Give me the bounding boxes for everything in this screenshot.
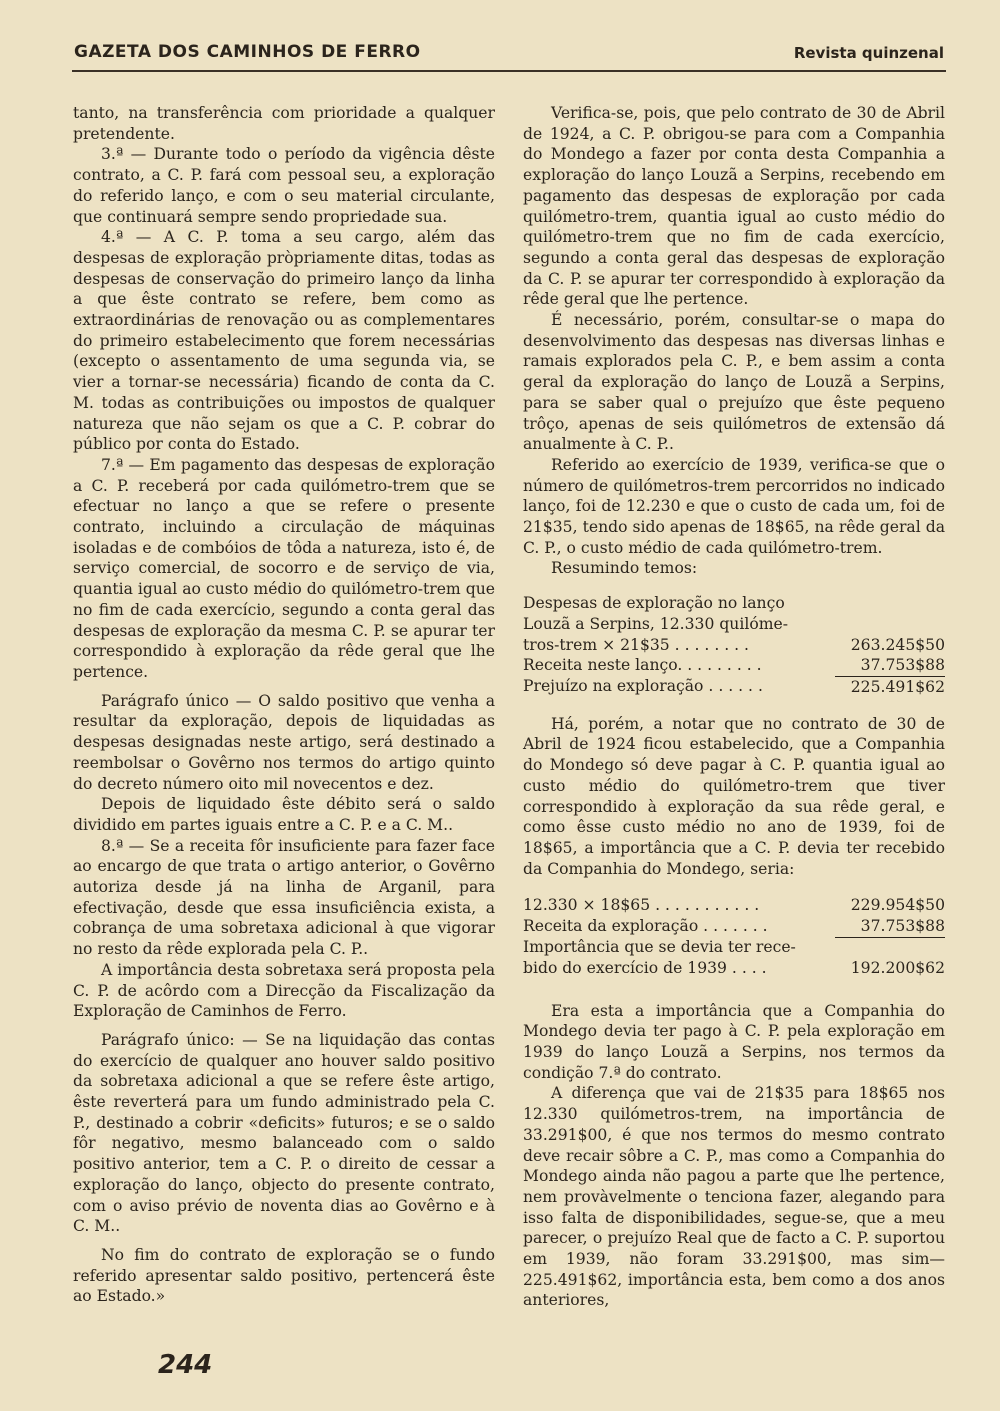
account-table-1 xyxy=(523,593,945,698)
left-column xyxy=(73,103,495,1307)
table-row-label: 12.330 × 18$65 . . . . . . . . . . . xyxy=(523,896,760,915)
table-amount: 37.753$88 xyxy=(835,655,945,676)
table-row-label: Prejuízo na exploração . . . . . . xyxy=(523,677,763,696)
table-row-label: Receita da exploração . . . . . . . xyxy=(523,917,768,936)
paragraph: Há, porém, a notar que no contrato de 30 de Abril de 1924 ficou estabelecido, que a Companhia do Mondego só deve pagar à C. P. quantia igual ao custo médio do quilómetro-trem que tiver correspondido à exploração da sua rêde geral, e como êsse custo médio no ano de 1939, foi de 18$65, a importância que a C. P. devia ter recebido da Companhia do Mondego, seria: xyxy=(523,714,945,878)
paragraph: Verifica-se, pois, que pelo contrato de 30 de Abril de 1924, a C. P. obrigou-se para com a Companhia do Mondego a fazer por conta desta Companhia a exploração do lanço Louzã a Serpins, recebendo em pagamento das despesas de exploração por cada quilómetro-trem, quantia igual ao custo médio do quilómetro-trem que no fim de cada exercício, segundo a conta geral das despesas de exploração da C. P. se apurar ter correspondido à exploração da rêde geral que lhe pertence. xyxy=(523,104,945,309)
account-table-2 xyxy=(523,895,945,978)
table-amount: 37.753$88 xyxy=(835,916,945,937)
header-rule xyxy=(72,70,946,72)
right-column xyxy=(523,103,945,1311)
paragraph: tanto, na transferência com prioridade a qualquer pretendente. xyxy=(73,104,495,143)
table-row-label: Receita neste lanço. . . . . . . . . xyxy=(523,656,762,675)
paragraph: Resumindo temos: xyxy=(551,559,698,578)
table-amount: 225.491$62 xyxy=(850,677,945,696)
paragraph: Parágrafo único — O saldo positivo que venha a resultar da exploração, depois de liquidadas as despesas designadas neste artigo, será destinado a reembolsar o Govêrno nos termos do artigo quinto do decreto número oito mil novecentos e dez. xyxy=(73,691,495,793)
table-amount: 263.245$50 xyxy=(850,635,945,654)
table-amount: 192.200$62 xyxy=(850,958,945,977)
table-row-label: bido do exercício de 1939 . . . . xyxy=(523,958,767,977)
paragraph: É necessário, porém, consultar-se o mapa do desenvolvimento das despesas nas diversas linhas e ramais explorados pela C. P., e bem assim a conta geral da exploração do lanço de Louzã a Serpins, para se saber qual o prejuízo que êste pequeno trôço, apenas de seis quilómetros de extensão dá anualmente à C. P.. xyxy=(523,311,945,454)
paragraph: Parágrafo único: — Se na liquidação das contas do exercício de qualquer ano houver saldo positivo da sobretaxa adicional a que se refere êste artigo, êste reverterá para um fundo administrado pela C. P., destinado a cobrir «deficits» futuros; e se o saldo fôr negativo, mesmo balanceado com o saldo positivo anterior, tem a C. P. o direito de cessar a exploração do lanço, objecto do presente contrato, com o aviso prévio de noventa dias ao Govêrno e à C. M.. xyxy=(73,1030,495,1236)
table-row-label: Despesas de exploração no lanço xyxy=(523,594,785,613)
running-title: GAZETA DOS CAMINHOS DE FERRO xyxy=(74,42,421,62)
paragraph: Depois de liquidado êste débito será o saldo dividido em partes iguais entre a C. P. e a C. M.. xyxy=(73,795,495,834)
paragraph: Era esta a importância que a Companhia do Mondego devia ter pago à C. P. pela exploração em 1939 do lanço Louzã a Serpins, nos termos da condição 7.ª do contrato. xyxy=(523,1001,945,1082)
paragraph: 8.ª — Se a receita fôr insuficiente para fazer face ao encargo de que trata o artigo anterior, o Govêrno autoriza desde já na linha de Arganil, para efectivação, desde que essa insuficiência exista, a cobrança de uma sobretaxa adicional à que vigorar no resto da rêde explorada pela C. P.. xyxy=(73,836,495,959)
paragraph: 4.ª — A C. P. toma a seu cargo, além das despesas de exploração pròpriamente ditas, todas as despesas de conservação do primeiro lanço da linha a que êste contrato se refere, bem como as extraordinárias de renovação ou as complementares do primeiro estabelecimento que forem necessárias (excepto o assentamento de uma segunda via, se vier a tornar-se necessária) ficando de conta da C. M. todas as contribuições ou impostos de qualquer natureza que não sejam os que a C. P. cobrar do público por conta do Estado. xyxy=(73,228,495,454)
table-row-label: Importância que se devia ter rece- xyxy=(523,938,796,957)
page-number: 244 xyxy=(158,1350,213,1380)
paragraph: No fim do contrato de exploração se o fundo referido apresentar saldo positivo, pertencerá êste ao Estado.» xyxy=(73,1245,495,1306)
table-row-label: Louzã a Serpins, 12.330 quilóme- xyxy=(523,614,788,633)
table-row-label: tros-trem × 21$35 . . . . . . . . xyxy=(523,635,750,654)
paragraph: A diferença que vai de 21$35 para 18$65 nos 12.330 quilómetros-trem, na importância de 33.291$00, é que nos termos do mesmo contrato deve recair sôbre a C. P., mas como a Companhia do Mondego ainda não pagou a parte que lhe pertence, nem provàvelmente o tenciona fazer, alegando para isso falta de disponibilidades, segue-se, que a meu parecer, o prejuízo Real que de facto a C. P. suportou em 1939, não foram 33.291$00, mas sim—225.491$62, importância esta, bem como a dos anos anteriores, xyxy=(523,1084,945,1310)
paragraph: Referido ao exercício de 1939, verifica-se que o número de quilómetros-trem percorridos no indicado lanço, foi de 12.230 e que o custo de cada um, foi de 21$35, tendo sido apenas de 18$65, na rêde geral da C. P., o custo médio de cada quilómetro-trem. xyxy=(523,455,945,557)
paragraph: A importância desta sobretaxa será proposta pela C. P. de acôrdo com a Direcção da Fiscalização da Exploração de Caminhos de Ferro. xyxy=(73,960,495,1021)
paragraph: 7.ª — Em pagamento das despesas de exploração a C. P. receberá por cada quilómetro-trem que se efectuar no lanço a que se refere o presente contrato, incluindo a circulação de máquinas isoladas e de combóios de tôda a natureza, isto é, de serviço comercial, de socorro e de serviço de via, quantia igual ao custo médio do quilómetro-trem que no fim de cada exercício, segundo a conta geral das despesas de exploração da mesma C. P. se apurar ter correspondido à exploração da rêde geral que lhe pertence. xyxy=(73,455,495,681)
table-amount: 229.954$50 xyxy=(850,896,945,915)
paragraph: 3.ª — Durante todo o período da vigência dêste contrato, a C. P. fará com pessoal seu, a exploração do referido lanço, e com o seu material circulante, que continuará sempre sendo propriedade sua. xyxy=(73,145,495,226)
running-subtitle: Revista quinzenal xyxy=(793,44,944,62)
